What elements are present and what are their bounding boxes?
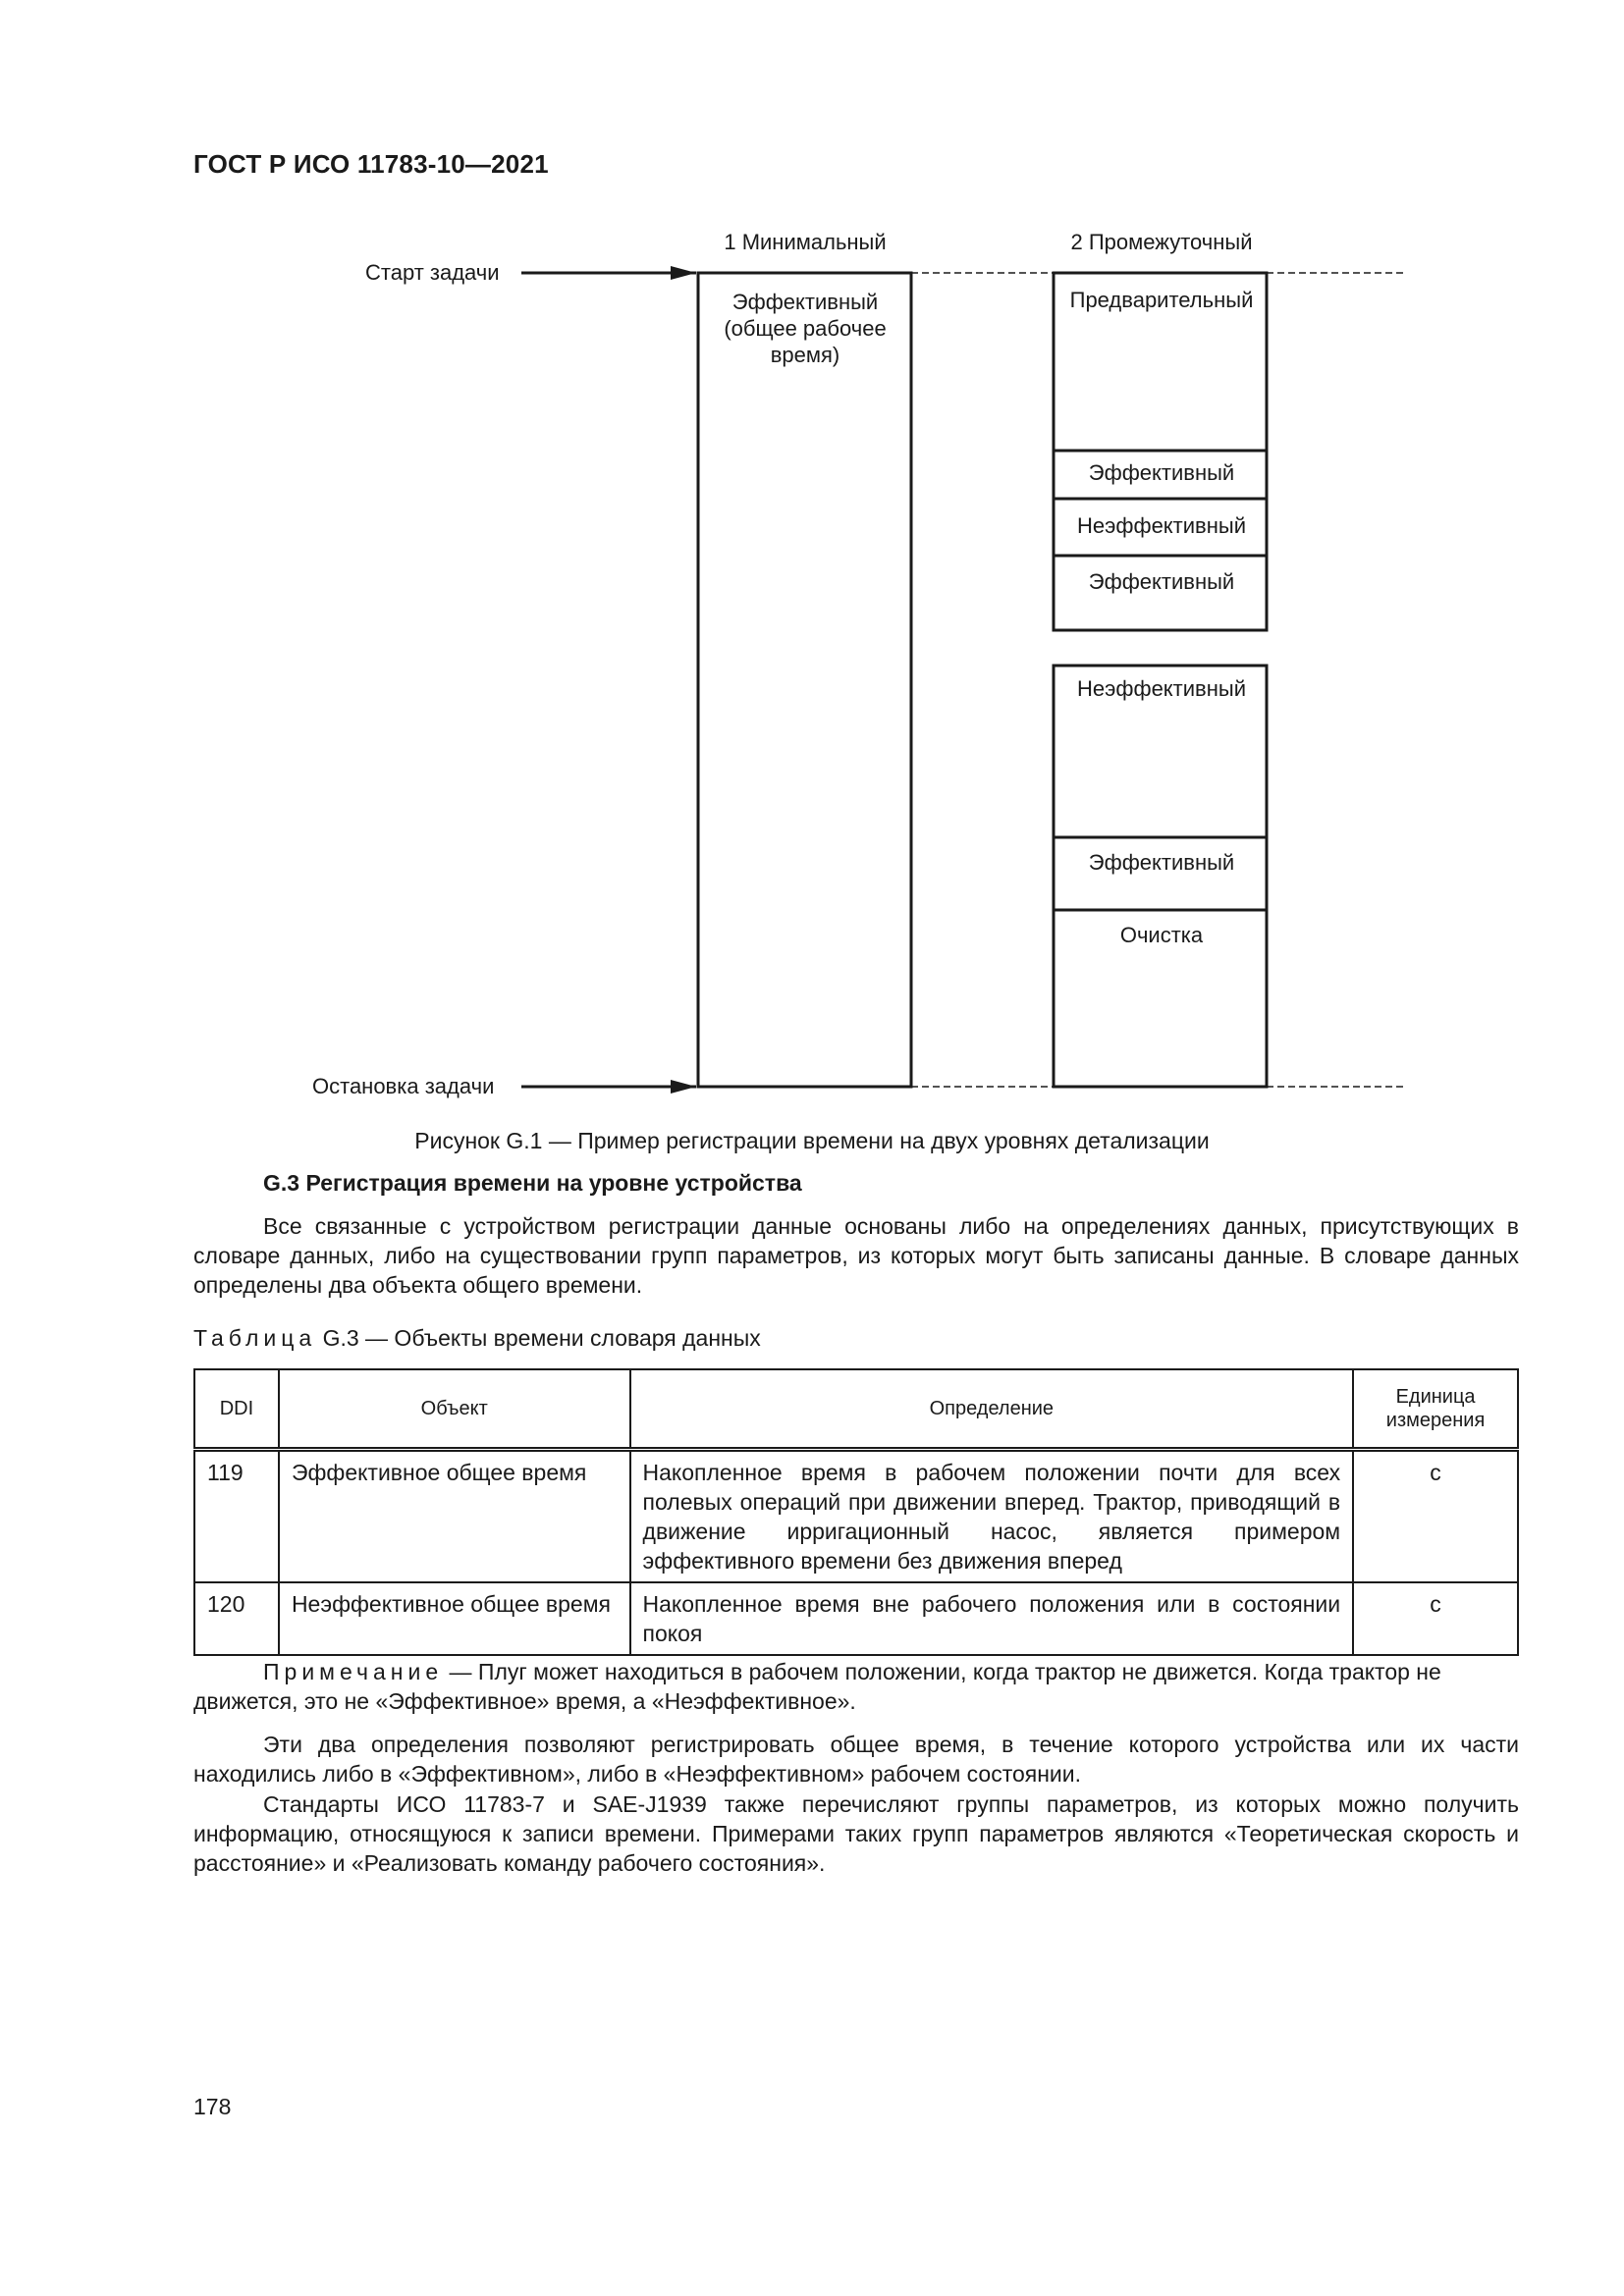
note-text: — Плуг может находиться в рабочем положении, когда трактор не движется. Когда трактор не движется, это не «Эффективное» время, а «Неэффективное».: [193, 1659, 1441, 1714]
col2-segment-effective-1: Эффективный: [1088, 460, 1235, 485]
table-title-word: Таблица: [193, 1325, 317, 1351]
col2-segment-preliminary: Предварительный: [1069, 288, 1254, 312]
col1-box-line-3: время): [770, 343, 840, 367]
cell-definition: Накопленное время вне рабочего положения или в состоянии покоя: [630, 1582, 1354, 1655]
paragraph-2: [193, 1730, 1519, 1789]
section-paragraph-1-text: Все связанные с устройством регистрации данные основаны либо на определениях данных, присутствующих в словаре данных, либо на существовании групп параметров, из которых могут быть записаны данные. В словаре данных определены два объекта общего времени.: [193, 1213, 1519, 1298]
header-definition: Определение: [630, 1369, 1354, 1450]
table-header-row: [194, 1369, 1518, 1450]
cell-object: Неэффективное общее время: [279, 1582, 630, 1655]
page-number: 178: [193, 2094, 232, 2119]
cell-unit: с: [1353, 1582, 1518, 1655]
col2-segment-effective-2: Эффективный: [1088, 569, 1235, 594]
note-label: Примечание: [263, 1659, 444, 1684]
col1-title: 1 Минимальный: [724, 230, 887, 254]
figure-caption: Рисунок G.1 — Пример регистрации времени на двух уровнях детализации: [414, 1128, 1210, 1153]
table-title: [193, 1325, 761, 1352]
col1-box-line-1: Эффективный: [731, 290, 879, 314]
table-note: [193, 1657, 1519, 1716]
col2-title: 2 Промежуточный: [1070, 230, 1253, 254]
paragraph-3: [193, 1789, 1519, 1878]
table-row: [194, 1582, 1518, 1655]
table-row: [194, 1450, 1518, 1583]
col2-segment-effective-3: Эффективный: [1088, 850, 1235, 875]
cell-definition: Накопленное время в рабочем положении почти для всех полевых операций при движении вперед. Трактор, приводящий в движение ирригационный насос, является примером эффективного времени без движения вперед: [630, 1450, 1354, 1583]
col2-segment-ineffective-1: Неэффективный: [1077, 513, 1246, 538]
paragraph-3-text: Стандарты ИСО 11783-7 и SAE-J1939 также перечисляют группы параметров, из которых можно получить информацию, относящуюся к записи времени. Примерами таких групп параметров являются «Теоретическая скорость и расстояние» и «Реализовать команду рабочего состояния».: [193, 1791, 1519, 1876]
table-title-rest: G.3 — Объекты времени словаря данных: [322, 1325, 761, 1351]
data-dictionary-table: [193, 1368, 1519, 1656]
cell-unit: с: [1353, 1450, 1518, 1583]
col1-box-line-2: (общее рабочее: [724, 316, 887, 341]
document-header-title: ГОСТ Р ИСО 11783-10—2021: [193, 149, 549, 179]
cell-ddi: 120: [194, 1582, 279, 1655]
start-label: Старт задачи: [365, 260, 500, 285]
cell-object: Эффективное общее время: [279, 1450, 630, 1583]
cell-ddi: 119: [194, 1450, 279, 1583]
col2-segment-cleaning: Очистка: [1119, 923, 1204, 947]
header-object: Объект: [279, 1369, 630, 1450]
header-unit: Единица измерения: [1353, 1369, 1518, 1450]
figure-diagram-lines: [0, 0, 1624, 1119]
section-paragraph-1: [193, 1211, 1519, 1300]
header-ddi: DDI: [194, 1369, 279, 1450]
section-heading: G.3 Регистрация времени на уровне устройства: [263, 1170, 802, 1196]
paragraph-2-text: Эти два определения позволяют регистрировать общее время, в течение которого устройства или их части находились либо в «Эффективном», либо в «Неэффективном» рабочем состоянии.: [193, 1732, 1519, 1787]
col1-box: [698, 273, 911, 1087]
stop-label: Остановка задачи: [312, 1074, 495, 1098]
col2-segment-ineffective-2: Неэффективный: [1077, 676, 1246, 701]
